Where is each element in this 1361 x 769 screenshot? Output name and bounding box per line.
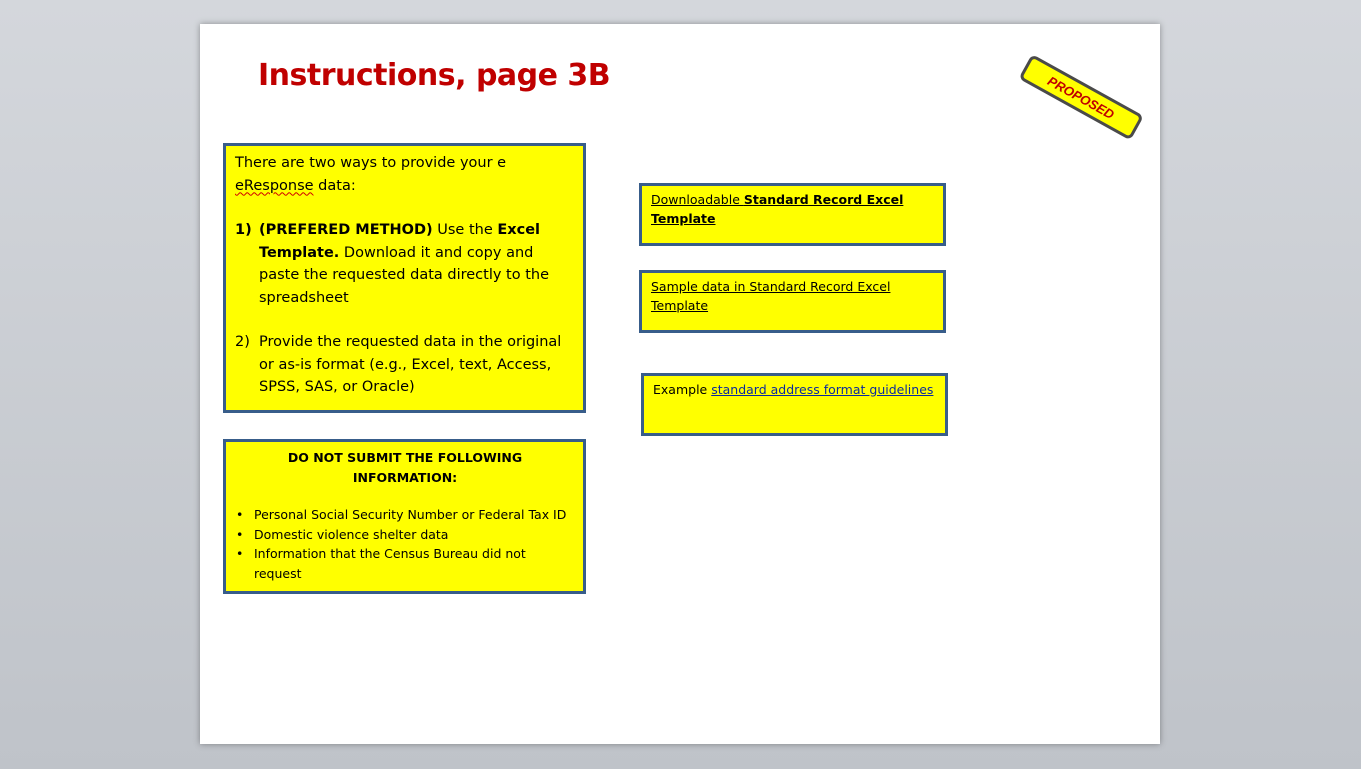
intro-line-2: data: — [313, 177, 356, 194]
address-guidelines-link[interactable]: standard address format guidelines — [711, 382, 934, 397]
page-title: Instructions, page 3B — [258, 58, 611, 93]
sample-data-link[interactable]: Sample data in Standard Record Excel Template — [651, 279, 891, 313]
excel-template-label: Excel Template. — [259, 222, 541, 261]
address-guidelines-box — [641, 373, 948, 436]
do-not-submit-box — [223, 439, 586, 594]
ways-to-provide-box — [223, 143, 586, 413]
sample-data-box — [639, 270, 946, 333]
method-list — [235, 219, 573, 399]
download-template-link[interactable] — [651, 192, 903, 226]
intro-line-1: There are two ways to provide your e — [235, 155, 507, 171]
item-text: Use the — [432, 222, 498, 238]
item-number: 1) — [235, 222, 252, 238]
link-text: Downloadable — [651, 192, 744, 207]
list-item — [235, 219, 573, 309]
spellcheck-word: eResponse — [235, 177, 314, 194]
list-item-text: Information that the Census Bureau did not request — [254, 546, 526, 581]
list-item — [235, 544, 575, 583]
do-not-submit-heading: DO NOT SUBMIT THE FOLLOWING INFORMATION: — [287, 450, 523, 485]
download-template-box — [639, 183, 946, 246]
intro-text — [235, 152, 573, 197]
do-not-submit-list — [235, 505, 575, 583]
link-text-bold: Standard Record Excel Template — [651, 192, 904, 226]
bullet-icon: • — [236, 546, 244, 561]
preferred-method-label: (PREFERED METHOD) — [259, 222, 433, 238]
bullet-icon: • — [236, 526, 244, 542]
proposed-stamp — [1018, 54, 1144, 141]
item-text: Provide the requested data in the original or as-is format (e.g., Excel, text, Access, SPSS, SAS, or Oracle) — [259, 334, 562, 395]
item-number: 2) — [235, 334, 250, 350]
example-label: Example — [653, 382, 712, 397]
list-item — [235, 505, 575, 525]
stamp-label: PROPOSED — [1045, 72, 1118, 122]
list-item-text: Domestic violence shelter data — [254, 526, 449, 542]
list-item — [235, 331, 573, 399]
slide — [200, 24, 1160, 744]
list-item-text: Personal Social Security Number or Federal Tax ID — [254, 507, 567, 522]
list-item — [235, 525, 575, 545]
item-text: Download it and copy and paste the requested data directly to the spreadsheet — [259, 244, 550, 306]
bullet-icon: • — [236, 507, 244, 522]
